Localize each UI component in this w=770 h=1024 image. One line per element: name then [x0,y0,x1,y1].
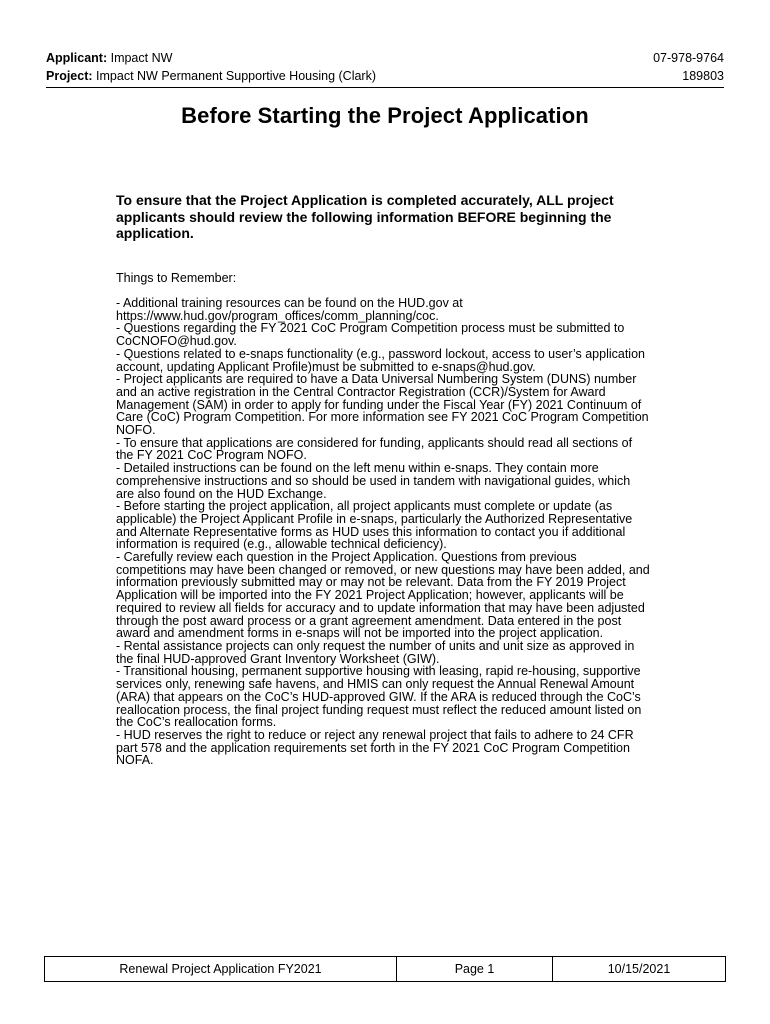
header-row-project [46,67,724,85]
project-info [46,67,376,85]
applicant-id: 07-978-9764 [653,51,724,65]
intro-paragraph: To ensure that the Project Application is completed accurately, ALL project applicants should review the following information BEFORE beginning the application. [116,192,614,241]
project-id: 189803 [682,69,724,83]
footer-doc-name: Renewal Project Application FY2021 [45,957,397,981]
applicant-value: Impact NW [110,51,173,65]
header-row-applicant [46,49,724,67]
things-heading: Things to Remember: [116,271,237,285]
applicant-info [46,49,172,67]
applicant-label: Applicant: [46,51,108,65]
page-header [46,49,724,88]
project-label: Project: [46,69,93,83]
project-value: Impact NW Permanent Supportive Housing (Clark) [96,69,376,83]
page-title: Before Starting the Project Application [181,103,589,128]
footer-date: 10/15/2021 [607,962,671,976]
page-footer [44,956,726,982]
footer-page-number: Page 1 [397,957,553,981]
instructions-body: - Additional training resources can be found on the HUD.gov at https://www.hud.gov/program_offices/comm_planning/coc. - Questions regarding the FY 2021 CoC Program Competition process must be submitted to CoCNOFO@hud.gov. - Questions related to e-snaps functionality (e.g., password lockout, access to user’s application account, updating Applicant Profile)must be submitted to e-snaps@hud.gov. - Project applicants are required to have a Data Universal Numbering System (DUNS) number and an active registration in the Central Contractor Registration (CCR)/System for Award Management (SAM) in order to apply for funding under the Fiscal Year (FY) 2021 Continuum of Care (CoC) Program Competition. For more information see FY 2021 CoC Program Competition NOFO. - To ensure that applications are considered for funding, applicants should read all sections of the FY 2021 CoC Program NOFO. - Detailed instructions can be found on the left menu within e-snaps. They contain more comprehensive instructions and so should be used in tandem with navigational guides, which are also found on the HUD Exchange. - Before starting the project application, all project applicants must complete or update (as applicable) the Project Applicant Profile in e-snaps, particularly the Authorized Representative and Alternate Representative forms as HUD uses this information to contact you if additional information is required (e.g., allowable technical deficiency). - Carefully review each question in the Project Application. Questions from previous competitions may have been changed or removed, or new questions may have been added, and information previously submitted may or may not be relevant. Data from the FY 2019 Project Application will be imported into the FY 2021 Project Application; however, applicants will be required to review all fields for accuracy and to update information that may have been adjusted through the post award process or a grant agreement amendment. Data entered in the post award and amendment forms in e-snaps will not be imported into the project application. - Rental assistance projects can only request the number of units and unit size as approved in the final HUD-approved Grant Inventory Worksheet (GIW). - Transitional housing, permanent supportive housing with leasing, rapid re-housing, supportive services only, renewing safe havens, and HMIS can only request the Annual Renewal Amount (ARA) that appears on the CoC’s HUD-approved GIW. If the ARA is reduced through the CoC’s reallocation process, the final project funding request must reflect the reduced amount listed on the CoC’s reallocation forms. - HUD reserves the right to reduce or reject any renewal project that fails to adhere to 24 CFR part 578 and the application requirements set forth in the FY 2021 CoC Program Competition NOFA. [116,296,650,768]
